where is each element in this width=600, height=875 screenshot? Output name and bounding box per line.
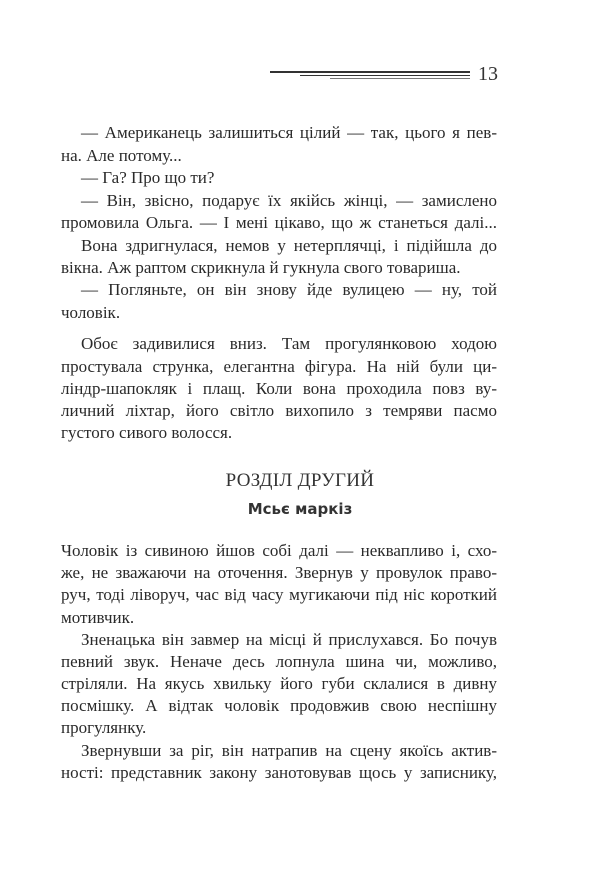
text-line: вікна. Аж раптом скрикнула й гукнула свого товариша. [61,258,461,277]
text-line: Обоє задивилися вниз. Там прогулянковою ходою [81,334,497,353]
text-line: — Він, звісно, подарує їх якійсь жінці, — замислено [81,191,497,210]
text-line: Зненацька він завмер на місці й прислухався. Бо почув [81,630,497,649]
text-line: густого сивого волосся. [61,423,233,442]
text-line: — Га? Про що ти? [81,168,215,187]
text-line: Звернувши за ріг, він натрапив на сцену якоїсь актив- [81,741,497,760]
text-line: ліндр-шапокляк і плащ. Коли вона проходила повз ву- [61,379,497,398]
text-line: руч, тоді ліворуч, час від часу мугикаючи під ніс короткий [61,585,497,604]
text-line: чоловік. [61,303,121,322]
text-line: прогулянку. [61,718,147,737]
header-rule [300,75,470,76]
text-line: посмішку. А відтак чоловік продовжив свою неспішну [61,696,497,715]
header-rule [270,71,470,73]
chapter-title: РОЗДІЛ ДРУГИЙ [225,470,375,491]
text-line: — Погляньте, он він знову йде вулицею — ну, той [81,280,497,299]
text-line: певний звук. Неначе десь лопнула шина чи, можливо, [61,652,497,671]
text-line: — Американець залишиться цілий — так, цього я пев- [81,123,497,142]
text-line: стріляли. На якусь хвильку його губи склалися в дивну [61,674,497,693]
text-line: на. Але потому... [61,146,182,165]
text-line: личний ліхтар, його світло вихопило з темряви пасмо [61,401,497,420]
chapter-subtitle: Мсьє маркіз [247,500,353,518]
text-line: ності: представник закону занотовував щось у записнику, [61,763,497,782]
text-line: промовила Ольга. — І мені цікаво, що ж станеться далі... [61,213,497,232]
header-rule [330,78,470,79]
text-line: Вона здригнулася, немов у нетерплячці, і підійшла до [81,236,497,255]
text-line: же, не зважаючи на оточення. Звернув у провулок право- [61,563,497,582]
text-line: простувала струнка, елегантна фігура. На ній були ци- [61,357,497,376]
text-line: мотивчик. [61,608,135,627]
text-line: Чоловік із сивиною йшов собі далі — неквапливо і, схо- [61,541,497,560]
page-number: 13 [478,63,498,85]
